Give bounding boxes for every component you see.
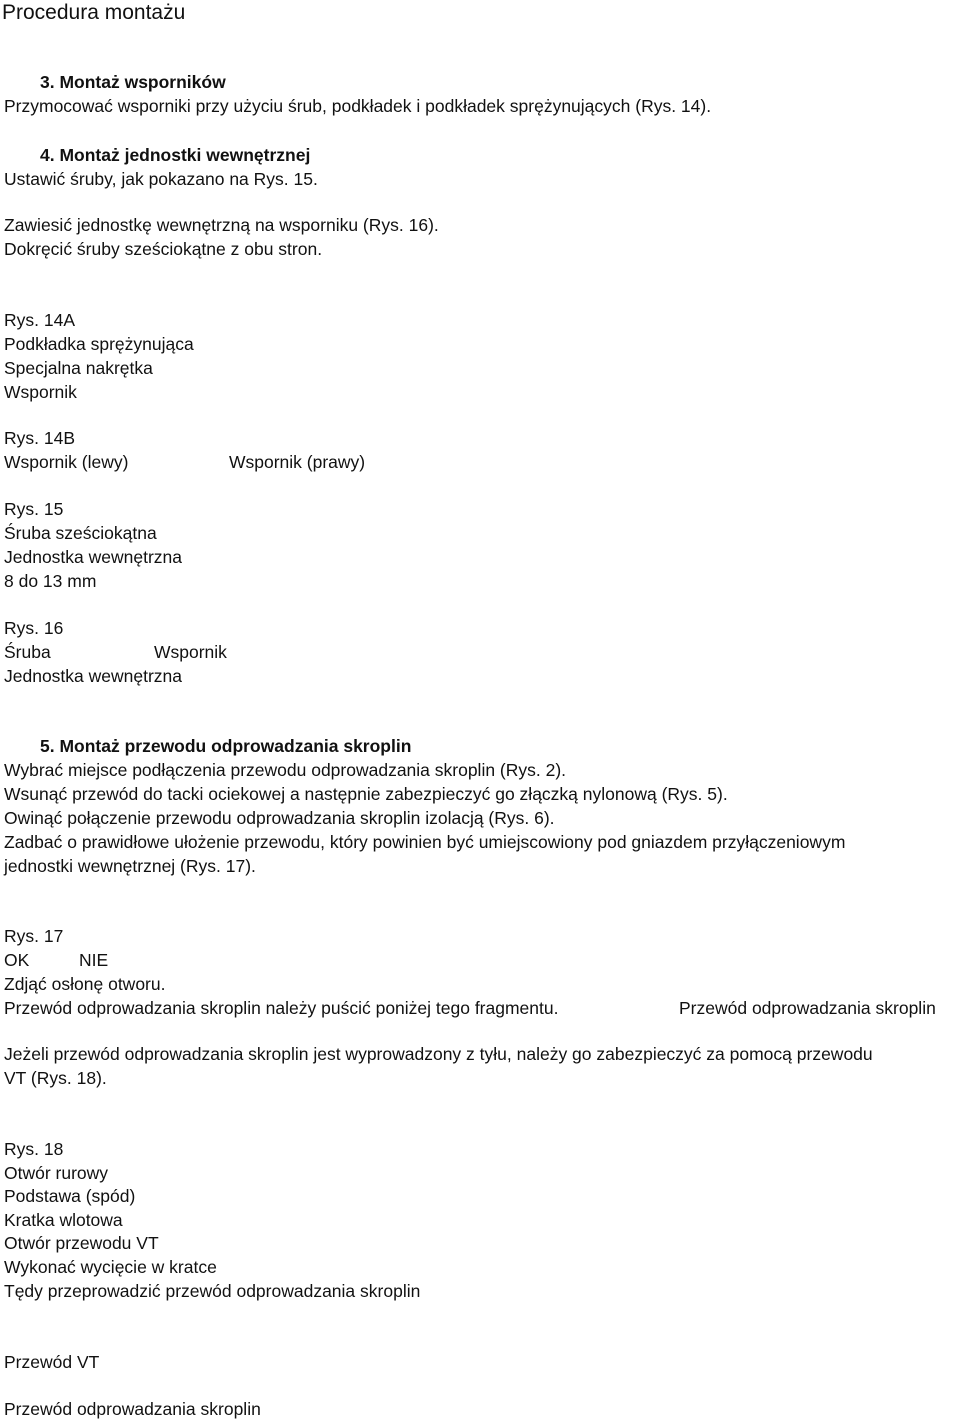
fig-18-vt-hose: Przewód VT xyxy=(4,1352,100,1372)
fig-14a-item: Specjalna nakrętka xyxy=(4,358,153,378)
section-5-line: Owinąć połączenie przewodu odprowadzania skroplin izolacją (Rys. 6). xyxy=(4,808,555,828)
fig-17-cover: Zdjąć osłonę otworu. xyxy=(4,974,166,994)
fig-15-item: Jednostka wewnętrzna xyxy=(4,547,183,567)
fig-18-item: Tędy przeprowadzić przewód odprowadzania skroplin xyxy=(4,1281,421,1301)
fig-16-label: Rys. 16 xyxy=(4,618,64,638)
section-3-heading: 3. Montaż wsporników xyxy=(40,72,226,92)
fig-18-drain-hose: Przewód odprowadzania skroplin xyxy=(4,1399,261,1419)
section-5-line: Wybrać miejsce podłączenia przewodu odprowadzania skroplin (Rys. 2). xyxy=(4,760,567,780)
fig-14b-right: Wspornik (prawy) xyxy=(229,452,366,472)
fig-17-label: Rys. 17 xyxy=(4,926,64,946)
fig-18-label: Rys. 18 xyxy=(4,1139,64,1159)
fig-16-bracket: Wspornik xyxy=(154,642,227,662)
section-4-line-3: Dokręcić śruby sześciokątne z obu stron. xyxy=(4,239,323,259)
fig-17-hose: Przewód odprowadzania skroplin xyxy=(679,998,936,1018)
fig-18-item: Podstawa (spód) xyxy=(4,1186,136,1206)
fig-14a-item: Podkładka sprężynująca xyxy=(4,334,194,354)
fig-14a-item: Wspornik xyxy=(4,382,77,402)
section-5-line: jednostki wewnętrznej (Rys. 17). xyxy=(4,856,256,876)
fig-15-item: Śruba sześciokątna xyxy=(4,523,157,543)
vt-note-line-2: VT (Rys. 18). xyxy=(4,1068,107,1088)
section-5-line: Zadbać o prawidłowe ułożenie przewodu, który powinien być umiejscowiony pod gniazdem przyłączeniowym xyxy=(4,832,846,852)
fig-18-item: Otwór rurowy xyxy=(4,1163,109,1183)
vt-note-line-1: Jeżeli przewód odprowadzania skroplin jest wyprowadzony z tyłu, należy go zabezpieczyć za pomocą przewodu xyxy=(4,1044,873,1064)
fig-17-ok: OK xyxy=(4,950,30,970)
fig-14b-label: Rys. 14B xyxy=(4,428,75,448)
section-3-text: Przymocować wsporniki przy użyciu śrub, podkładek i podkładek sprężynujących (Rys. 14). xyxy=(4,96,712,116)
fig-15-item: 8 do 13 mm xyxy=(4,571,97,591)
fig-18-item: Otwór przewodu VT xyxy=(4,1233,159,1253)
fig-18-item: Wykonać wycięcie w kratce xyxy=(4,1257,217,1277)
section-4-line-2: Zawiesić jednostkę wewnętrzną na wsporniku (Rys. 16). xyxy=(4,215,439,235)
fig-17-hose-note: Przewód odprowadzania skroplin należy puścić poniżej tego fragmentu. xyxy=(4,998,559,1018)
fig-16-screw: Śruba xyxy=(4,642,51,662)
fig-17-nie: NIE xyxy=(79,950,109,970)
fig-18-item: Kratka wlotowa xyxy=(4,1210,123,1230)
fig-14a-label: Rys. 14A xyxy=(4,310,75,330)
section-4-line-1: Ustawić śruby, jak pokazano na Rys. 15. xyxy=(4,169,318,189)
fig-16-unit: Jednostka wewnętrzna xyxy=(4,666,183,686)
section-4-heading: 4. Montaż jednostki wewnętrznej xyxy=(40,145,311,165)
page-title: Procedura montażu xyxy=(2,1,186,24)
section-5-heading: 5. Montaż przewodu odprowadzania skroplin xyxy=(40,736,412,756)
section-5-line: Wsunąć przewód do tacki ociekowej a następnie zabezpieczyć go złączką nylonową (Rys. 5). xyxy=(4,784,728,804)
fig-14b-left: Wspornik (lewy) xyxy=(4,452,129,472)
fig-15-label: Rys. 15 xyxy=(4,499,64,519)
